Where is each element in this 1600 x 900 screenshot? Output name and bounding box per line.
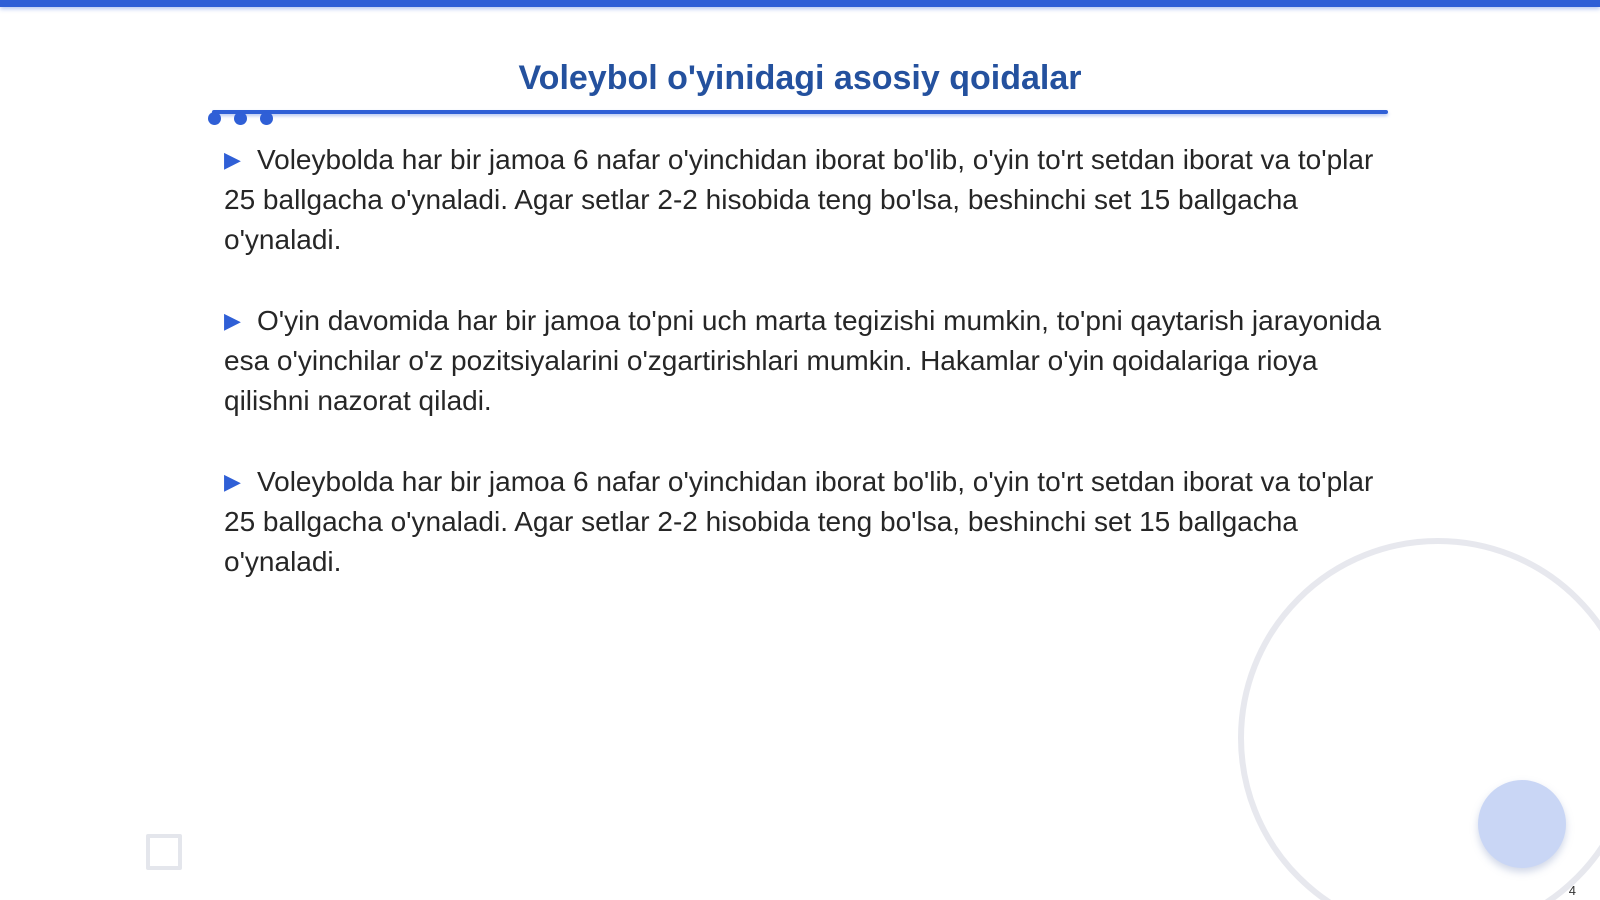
title-underline xyxy=(212,110,1388,114)
bullet-text: Voleybolda har bir jamoa 6 nafar o'yinchidan iborat bo'lib, o'yin to'rt setdan iborat va to'plar 25 ballgacha o'ynaladi. Agar setlar 2-2 hisobida teng bo'lsa, beshinchi set 15 ballgacha o'ynaladi. xyxy=(224,144,1374,255)
triangle-right-icon: ▶ xyxy=(224,308,241,333)
underline-dot-2 xyxy=(234,112,247,125)
page-number: 4 xyxy=(1568,883,1576,898)
bullet-item xyxy=(224,140,1384,260)
bullet-text: O'yin davomida har bir jamoa to'pni uch marta tegizishi mumkin, to'pni qaytarish jarayonida esa o'yinchilar o'z pozitsiyalarini o'zgartirishlari mumkin. Hakamlar o'yin qoidalariga rioya qilishni nazorat qiladi. xyxy=(224,305,1382,416)
bullet-item xyxy=(224,301,1384,421)
bullet-item xyxy=(224,462,1384,582)
bullet-list xyxy=(224,140,1384,623)
underline-dot-1 xyxy=(208,112,221,125)
decorative-square xyxy=(146,834,182,870)
slide-title: Voleybol o'yinidagi asosiy qoidalar xyxy=(518,59,1082,97)
bullet-text: Voleybolda har bir jamoa 6 nafar o'yinchidan iborat bo'lib, o'yin to'rt setdan iborat va to'plar 25 ballgacha o'ynaladi. Agar setlar 2-2 hisobida teng bo'lsa, beshinchi set 15 ballgacha o'ynaladi. xyxy=(224,466,1374,577)
top-accent-bar xyxy=(0,0,1600,7)
underline-dot-3 xyxy=(260,112,273,125)
triangle-right-icon: ▶ xyxy=(224,469,241,494)
triangle-right-icon: ▶ xyxy=(224,147,241,172)
decorative-circle xyxy=(1478,780,1566,868)
